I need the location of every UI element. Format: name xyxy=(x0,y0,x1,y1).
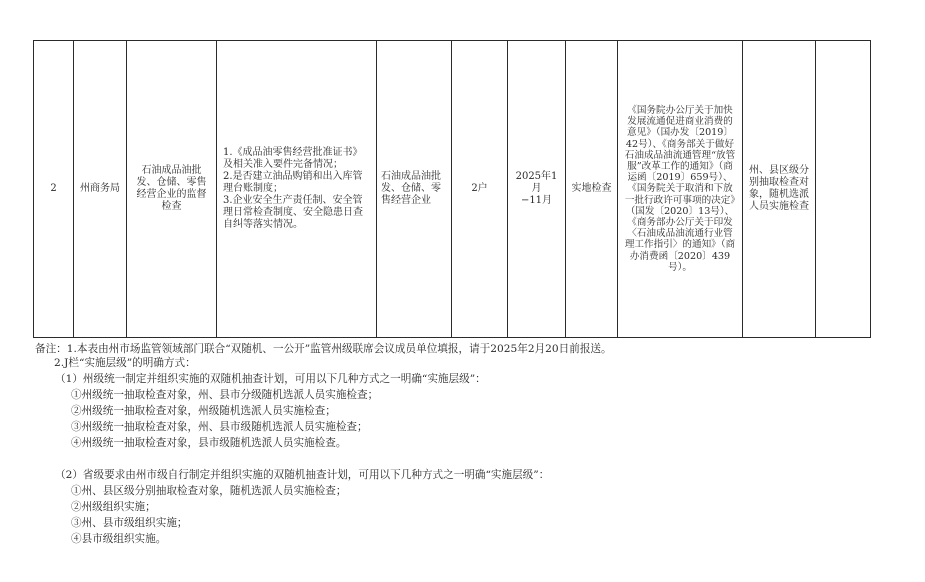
group1-title: （1）州级统一制定并组织实施的双随机抽查计划，可用以下几种方式之一明确“实施层级”： xyxy=(55,373,486,385)
target-count: 2户 xyxy=(471,183,488,194)
implementation-level: 州、县区级分别抽取检查对象，随机选派人员实施检查 xyxy=(749,165,809,212)
list-item: ③州级统一抽取检查对象，州、县市级随机选派人员实施检查； xyxy=(71,421,368,433)
count-cell xyxy=(452,41,508,338)
inspection-content: 1.《成品油零售经营批准证书》及相关准入要件完备情况； 2.是否建立油品购销和出入库管理台账制度； 3.企业安全生产责任制、安全管理日常检查制度、安全隐患日查自纠等落实情况。 xyxy=(223,147,363,230)
list-item: ②州级组织实施； xyxy=(71,501,156,513)
group2-title: （2）省级要求由州市级自行制定并组织实施的双随机抽查计划，可用以下几种方式之一明确“实施层级”： xyxy=(55,469,550,481)
inspection-target: 石油成品油批发、仓储、零售经营企业 xyxy=(381,171,441,206)
row-index: 2 xyxy=(50,183,57,194)
legal-basis: 《国务院办公厅关于加快发展流通促进商业消费的意见》（国办发〔2019〕42号）、《商务部关于做好石油成品油流通管理“放管服”改革工作的通知》（商运函〔2019〕659号）、《国务院关于取消和下放一批行政许可事项的决定》（国发〔2020〕13号）、《商务部办公厅关于印发〈石油成品油流通行业管理工作指引〉的通知》（商办消费函〔2020〕439号）。 xyxy=(624,104,736,273)
list-item: ④州级统一抽取检查对象，县市级随机选派人员实施检查。 xyxy=(71,437,347,449)
basis-cell xyxy=(618,41,743,338)
target-cell xyxy=(377,41,452,338)
list-item: ①州级统一抽取检查对象，州、县市分级随机选派人员实施检查； xyxy=(71,389,379,401)
list-item: ①州、县区级分别抽取检查对象，随机选派人员实施检查； xyxy=(71,485,347,497)
level-cell xyxy=(743,41,816,338)
list-item: ③州、县市级组织实施； xyxy=(71,517,188,529)
inspection-item: 石油成品油批发、仓储、零售经营企业的监督检查 xyxy=(136,165,207,212)
list-item: ②州级统一抽取检查对象，州级随机选派人员实施检查； xyxy=(71,405,336,417)
item-cell xyxy=(127,41,217,338)
note-1: 备注：1.本表由州市场监管领域部门联合“双随机、一公开”监管州级联席会议成员单位填报，请于2025年2月20日前报送。 xyxy=(35,343,612,355)
row-index-cell xyxy=(34,41,74,338)
agency-cell xyxy=(74,41,127,338)
note-2: 2.J栏“实施层级”的明确方式： xyxy=(54,357,196,369)
period-cell xyxy=(508,41,566,338)
extra-cell xyxy=(816,41,871,338)
inspection-table xyxy=(33,40,871,338)
agency-name: 州商务局 xyxy=(80,183,120,194)
table-row xyxy=(34,41,871,338)
inspection-period: 2025年1月 −11月 xyxy=(515,171,558,206)
content-cell xyxy=(217,41,377,338)
method-cell xyxy=(566,41,618,338)
inspection-method: 实地检查 xyxy=(571,183,612,194)
list-item: ④县市级组织实施。 xyxy=(71,533,167,545)
